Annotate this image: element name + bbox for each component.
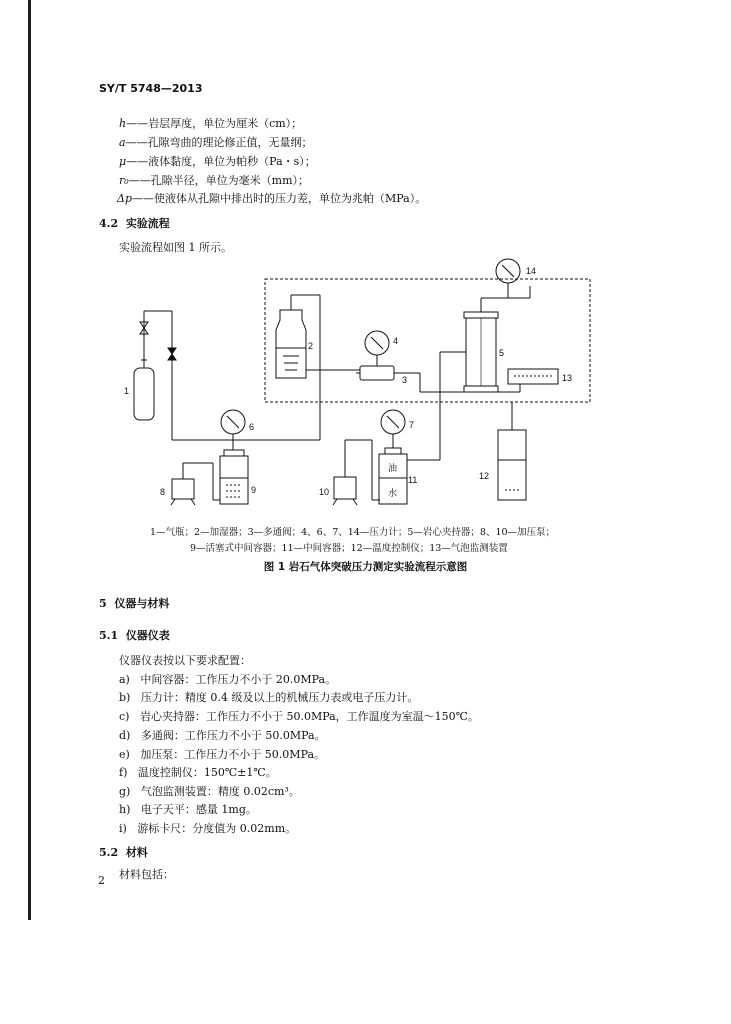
section-title: 实验流程 xyxy=(125,217,170,230)
list-item xyxy=(119,710,479,724)
definition-symbol: Δp xyxy=(117,192,132,205)
pressure-pump-10 xyxy=(333,477,357,505)
container-oil-label: 油 xyxy=(388,464,398,474)
list-marker: f) xyxy=(119,766,128,779)
list-text: 岩心夹持器：工作压力不小于 50.0MPa，工作温度为室温～150℃。 xyxy=(139,710,479,723)
list-item xyxy=(119,748,325,762)
valve-icon xyxy=(168,354,176,360)
section-intro: 实验流程如图 1 所示。 xyxy=(119,241,232,254)
temperature-controller xyxy=(498,430,526,500)
list-text: 加压泵：工作压力不小于 50.0MPa。 xyxy=(140,748,326,761)
document-code: SY/T 5748—2013 xyxy=(99,82,203,95)
list-item xyxy=(119,766,277,780)
diagram-label: 12 xyxy=(479,471,490,481)
core-holder xyxy=(464,312,498,392)
pressure-gauge-6 xyxy=(221,410,245,434)
list-text: 压力计：精度 0.4 级及以上的机械压力表或电子压力计。 xyxy=(140,691,419,704)
section-number: 5 xyxy=(99,597,107,610)
diagram-label: 5 xyxy=(499,348,505,358)
section-intro: 仪器仪表按以下要求配置： xyxy=(119,654,251,667)
definition-text: ——孔隙半径，单位为毫米（mm）； xyxy=(128,174,310,187)
list-marker: b) xyxy=(119,691,131,704)
list-item xyxy=(119,673,336,687)
list-item xyxy=(119,729,326,743)
list-marker: d) xyxy=(119,729,131,742)
diagram-label: 7 xyxy=(409,420,415,430)
section-number: 5.2 xyxy=(99,846,119,859)
diagram-label: 9 xyxy=(251,485,257,495)
section-heading-5 xyxy=(99,597,169,611)
diagram-label: 4 xyxy=(393,336,399,346)
figure-legend-line2: 9—活塞式中间容器；11—中间容器；12—温度控制仪；13—气泡监测装置 xyxy=(190,543,508,554)
diagram-label: 6 xyxy=(249,422,255,432)
bubble-monitor xyxy=(508,369,558,384)
list-text: 温度控制仪：150℃±1℃。 xyxy=(137,766,277,779)
multi-way-valve xyxy=(356,355,400,380)
definition-text: ——使液体从孔隙中排出时的压力差，单位为兆帕（MPa）。 xyxy=(132,192,427,205)
figure-title: 图 1 岩石气体突破压力测定实验流程示意图 xyxy=(263,561,468,573)
list-item xyxy=(119,822,296,836)
list-marker: a) xyxy=(119,673,130,686)
section-number: 4.2 xyxy=(99,217,119,230)
list-item xyxy=(119,785,300,799)
section-title: 仪器仪表 xyxy=(125,629,170,642)
pressure-gauge-4 xyxy=(365,331,389,355)
definition-symbol: a xyxy=(119,136,126,149)
diagram-label: 3 xyxy=(402,375,408,385)
list-text: 中间容器：工作压力不小于 20.0MPa。 xyxy=(140,673,337,686)
definition-symbol: μ xyxy=(119,155,127,168)
section-title: 材料 xyxy=(125,846,148,859)
list-item xyxy=(119,691,418,705)
page-number: 2 xyxy=(98,874,105,887)
diagram-label: 10 xyxy=(319,487,330,497)
list-marker: h) xyxy=(119,803,131,816)
section-heading-5-2 xyxy=(99,846,148,860)
definition-text: ——液体黏度，单位为帕秒（Pa・s）； xyxy=(126,155,316,168)
gas-cylinder xyxy=(134,360,154,420)
list-text: 电子天平：感量 1mg。 xyxy=(140,803,257,816)
diagram-label: 11 xyxy=(408,475,418,485)
pressure-pump-8 xyxy=(171,479,195,505)
definition-text: ——孔隙弯曲的理论修正值，无量纲； xyxy=(125,136,313,149)
list-marker: c) xyxy=(119,710,130,723)
diagram-label: 2 xyxy=(308,341,314,351)
list-marker: g) xyxy=(119,785,131,798)
section-number: 5.1 xyxy=(99,629,119,642)
list-marker: e) xyxy=(119,748,130,761)
definition-symbol: r₀ xyxy=(119,174,129,187)
diagram-label: 8 xyxy=(160,487,166,497)
list-text: 多通阀：工作压力不小于 50.0MPa。 xyxy=(140,729,326,742)
diagram-label: 13 xyxy=(562,373,573,383)
humidifier xyxy=(276,295,306,378)
definition-text: ——岩层厚度，单位为厘米（cm）； xyxy=(126,117,303,130)
list-marker: i) xyxy=(119,822,127,835)
definition-symbol: h xyxy=(119,117,127,130)
list-text: 气泡监测装置：精度 0.02cm³。 xyxy=(140,785,300,798)
diagram-label: 1 xyxy=(124,386,130,396)
section-heading-5-1 xyxy=(99,629,170,643)
figure-legend-line1: 1—气瓶；2—加湿器；3—多通阀；4、6、7、14—压力计；5—岩心夹持器；8、10—加压泵； xyxy=(150,527,556,538)
diagram-label: 14 xyxy=(526,266,537,276)
container-water-label: 水 xyxy=(388,489,398,499)
section-title: 仪器与材料 xyxy=(114,597,170,610)
piston-intermediate-container xyxy=(220,450,248,504)
list-text: 游标卡尺：分度值为 0.02mm。 xyxy=(137,822,297,835)
pressure-gauge-7 xyxy=(381,410,405,434)
list-item xyxy=(119,803,257,817)
section-intro: 材料包括： xyxy=(119,868,174,881)
